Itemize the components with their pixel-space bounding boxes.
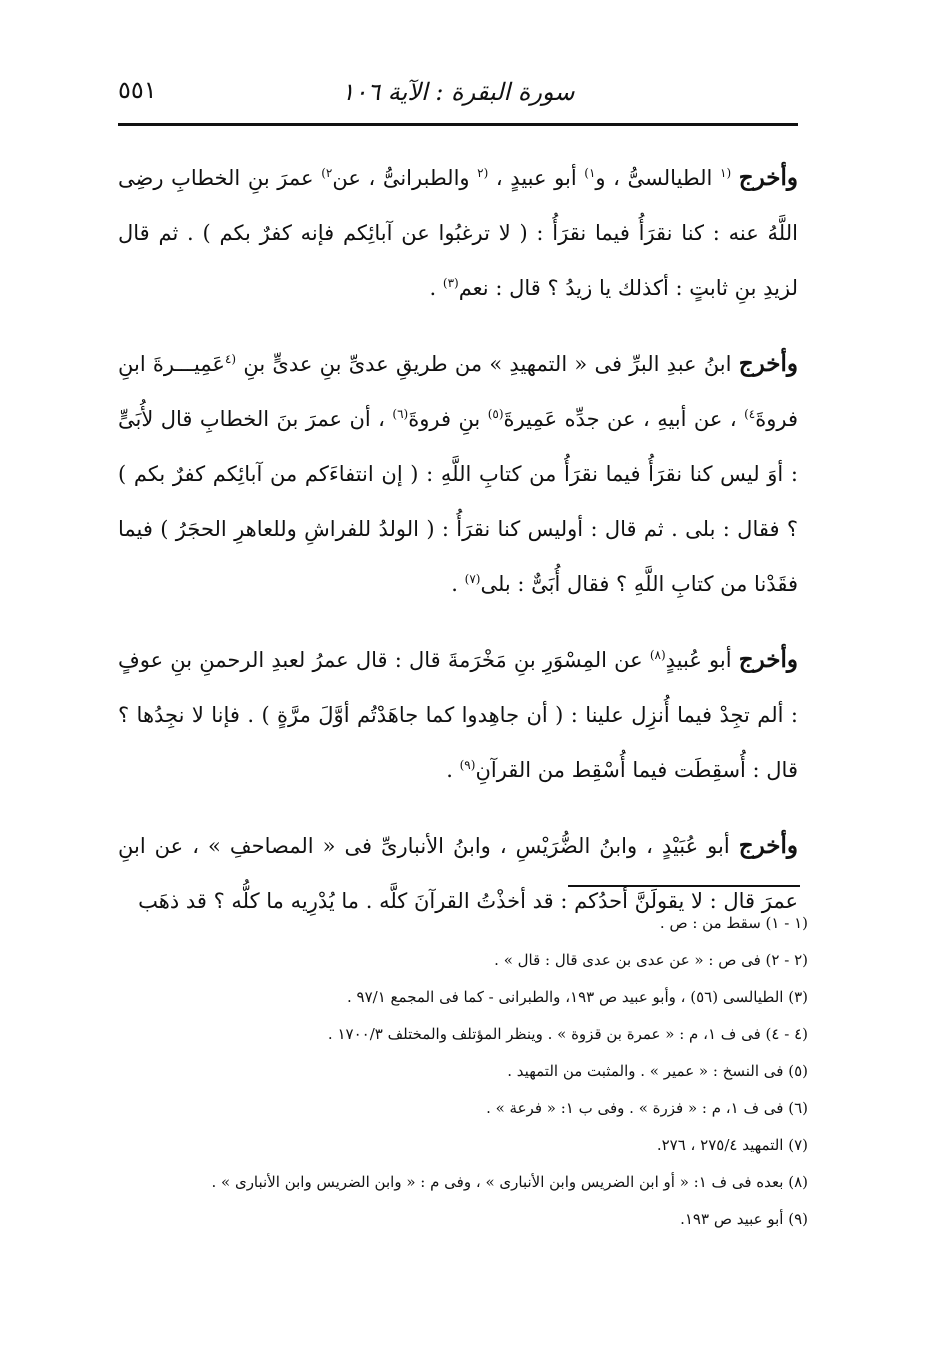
footnote-item: (٨) بعده فى ف ١: « أو ابن الضريس وابن الأنبارى » ، وفى م : « وابن الضريس وابن الأنبارى » . [211,1173,808,1191]
text-run: ، أن عمرَ بنَ الخطابِ قال لأُبَىٍّ : أوَ ليس كنا نقرَأُ فيما نقرَأُ من كتابِ اللَّهِ : ( إن انتفاءَكم من آبائِكم كفرٌ بكم ) ؟ فقال : بلى . ثم قال : أوليس كنا نقرَأُ : ( الولدُ للفراشِ وللعاهرِ الحجَرُ ) فيما فقَدْنا من كتابِ اللَّهِ ؟ فقال أُبَىٌّ : بلى [118,407,798,596]
footnote-marker: (٦) [392,407,409,421]
page-number: ٥٥١ [118,76,157,104]
paragraph-lead: وأخرج [738,832,798,859]
footnote-item: (٦) فى ف ١، م : « فزرة » . وفى ب ١: « فرعة » . [486,1099,808,1117]
footnote-item: (١ - ١) سقط من : ص . [659,914,808,932]
footnote-marker: (٨) [649,648,666,662]
text-run: ، عن أبيهِ ، عن جدِّه عَمِيرةَ [503,407,745,431]
footnote-item: (٣) الطيالسى (٥٦) ، وأبو عبيد ص ١٩٣، والطبرانى - كما فى المجمع ٩٧/١ . [347,988,808,1006]
text-run: . [451,572,465,596]
footnote-item: (٧) التمهيد ٢٧٥/٤ ، ٢٧٦. [656,1136,808,1154]
footnote-item: (٥) فى النسخ : « عمير » . والمثبت من التمهيد . [507,1062,808,1080]
text-run: . [429,276,443,300]
text-run: عمرَ بنِ الخطابِ رضِى اللَّهُ عنه : كنا نقرَأُ فيما نقرَأُ : ( لا ترغبُوا عن آبائِكم فإنه كفرٌ بكم ) . ثم قال لزيدِ بنِ ثابتٍ : أكذلك يا زيدُ ؟ قال : نعم [118,166,798,300]
paragraph [118,150,798,316]
text-run: عن المِسْوَرِ بنِ مَخْرَمةَ قال : قال عمرُ لعبدِ الرحمنِ بنِ عوفٍ : ألم تجِدْ فيما أُنزِل علينا : ( أن جاهِدوا كما جاهَدْتُم أوَّلَ مرَّةٍ ) . فإنا لا نجِدُها ؟ قال : أُسقِطَت فيما أُسْقِط من القرآنِ [118,648,798,782]
paragraph [118,632,798,798]
text-run: أبو عُبيدٍ [665,648,739,672]
text-run: ابنُ عبدِ البرِّ فى « التمهيدِ » من طريقِ عدىِّ بنِ عدىٍّ بنِ [236,352,739,376]
text-run: أبو عبيدٍ ، [488,166,585,190]
footnotes [118,905,808,1238]
footnote-marker: ٢) [321,166,333,180]
text-run: عَمِيـــرةَ ابنِ فروةَ [118,352,799,431]
footnote-marker: (٣) [442,276,459,290]
footnote-rule [568,885,800,887]
footnote-marker: (١ [719,166,732,180]
paragraph-lead: وأخرج [738,164,798,191]
main-text [118,150,798,949]
text-run [731,166,739,190]
paragraph-lead: وأخرج [738,646,799,673]
text-run: . [446,758,460,782]
footnote-marker: (٢ [477,166,489,180]
footnote-item: (٢ - ٢) فى ص : « عن عدى بن عدى قال : قال » . [494,951,808,969]
footnote-marker: ٤) [744,407,756,421]
footnote-marker: (٥) [487,407,504,421]
paragraph-lead: وأخرج [738,350,798,377]
page-header [118,70,798,114]
text-run: بنِ فروةَ [408,407,488,431]
paragraph [118,336,798,612]
footnote-marker: (٧) [464,572,481,586]
header-rule [118,123,798,126]
footnote-marker: (٩) [459,758,476,772]
running-title: سورة البقرة : الآية ١٠٦ [341,78,575,106]
footnote-marker: (٤ [224,352,237,366]
footnote-item: (٤ - ٤) فى ف ١، م : « عمرة بن قزوة » . وينظر المؤتلف والمختلف ١٧٠٠/٣ . [327,1025,808,1043]
footnote-marker: ١) [584,166,596,180]
text-run: والطبرانىُّ ، عن [332,166,478,190]
text-run: أبو عُبَيْدٍ ، وابنُ الضُّرَيْسِ ، وابنُ الأنبارىِّ فى « المصاحفِ » ، عن ابنِ عمرَ قال : لا يقولَنَّ أحدُكم : قد أخذْتُ القرآنَ كلَّه . ما يُدْرِيه ما كلُّه ؟ قد ذهَب [118,834,798,913]
text-run: الطيالسىُّ ، و [595,166,720,190]
footnote-item: (٩) أبو عبيد ص ١٩٣. [680,1210,808,1228]
